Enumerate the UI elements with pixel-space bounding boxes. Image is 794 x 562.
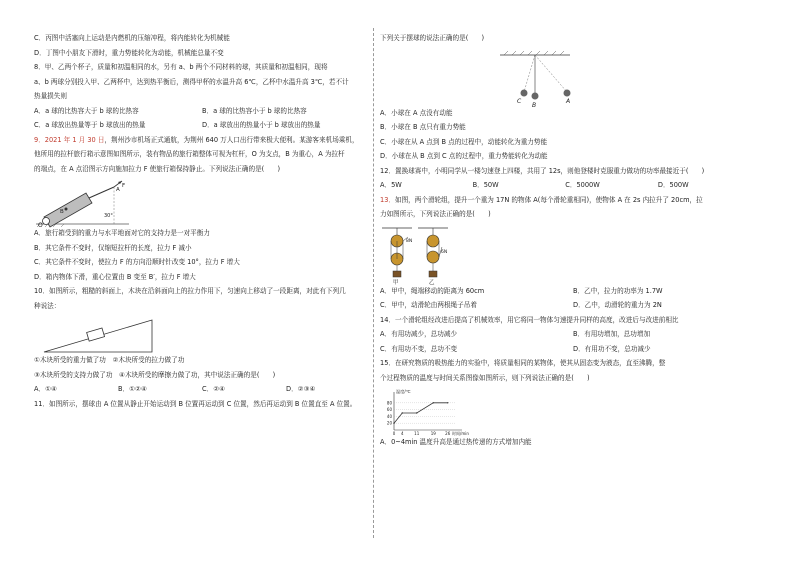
- data-point-1: [402, 412, 403, 413]
- q8-stem-line2: a、b 两球分别投入甲、乙两杯中，达到热平衡后，测得甲杯的水温升高 6℃，乙杯中水温升高 3℃，若不计: [34, 77, 349, 86]
- q13-option-b: B．乙中，拉力的功率为 1.7W: [573, 286, 663, 295]
- q8-option-a: A．a 球的比热容大于 b 球的比热容: [34, 106, 139, 115]
- q10-option-d: D．②③④: [286, 385, 316, 393]
- q15-option-a: A．0~4min 温度升高是通过热传递的方式增加内能: [380, 438, 532, 446]
- q9-date: 2021 年 1 月 30 日: [44, 135, 105, 144]
- q9-stem-line1: [34, 136, 370, 145]
- q8-options-ab: [34, 107, 370, 116]
- x-axis-label: 时间/min: [452, 431, 469, 436]
- q15-temperature-chart: [380, 388, 480, 438]
- q13-options-ab: [380, 287, 766, 296]
- x-tick-label-3: 19: [430, 431, 436, 436]
- q11-label-c: C: [517, 97, 522, 105]
- q13-label-jia: 甲: [393, 279, 399, 286]
- q11-option-c: C．小球在从 A 点到 B 点的过程中，动能转化为重力势能: [380, 137, 548, 146]
- y-tick-label-2: 60: [386, 407, 392, 413]
- q13-stem-line2: 力如图所示，下列说法正确的是( ): [380, 210, 491, 218]
- q8-option-d: D．a 球放出的热量小于 b 球放出的热量: [202, 121, 321, 129]
- q9-option-c: C．其它条件不变时，使拉力 F 的方向沿顺时针改变 10°，拉力 F 增大: [34, 258, 240, 266]
- q12-option-d: D．500W: [657, 181, 689, 189]
- q10-stem-line1: 10．如图所示，粗糙的斜面上，木块在沿斜面向上的拉力作用下，匀速向上移动了一段距离，对此有下列几: [34, 287, 346, 295]
- q9-label-b: B: [60, 209, 64, 215]
- data-point-4: [447, 402, 448, 403]
- q10-incline-figure: [34, 316, 164, 356]
- q10-options: [34, 385, 370, 394]
- q11-label-b: B: [532, 101, 537, 109]
- q7-option-d: D．丁图中小朋友下滑时，重力势能转化为动能，机械能总量不变: [34, 48, 224, 57]
- q10-stem-line2: 种说法：: [34, 301, 61, 310]
- q11-option-d: D．小球在从 B 点到 C 点的过程中，重力势能转化为动能: [380, 152, 548, 160]
- q9-stem-line3: 的端点，在 A 点沿图示方向施加拉力 F 使旅行箱保持静止。下列说法正确的是( ): [34, 164, 281, 173]
- q12-option-a: A．5W: [380, 181, 402, 189]
- q10-statement-2: ③木块所受的支持力做了功 ④木块所受的摩擦力做了功，其中说法正确的是( ): [34, 370, 276, 379]
- q7-option-c: C．丙图中活塞向上运动是内燃机的压缩冲程，将内能转化为机械能: [34, 34, 230, 42]
- q9-option-b: B．其它条件不变时，仅缩短拉杆的长度，拉力 F 减小: [34, 243, 192, 252]
- q9-option-d: D．箱内物体下滑，重心位置由 B 变至 B′，拉力 F 增大: [34, 272, 196, 281]
- q12-option-c: C．5000W: [565, 181, 600, 189]
- data-point-3: [433, 402, 434, 403]
- y-tick-label-3: 80: [386, 400, 392, 406]
- q9-number: 9．: [34, 135, 45, 144]
- q10-statement-1: ①木块所受的重力做了功 ②木块所受的拉力做了功: [34, 356, 185, 364]
- q11-label-a: A: [566, 97, 571, 105]
- q11-stem-line1: 11．如图所示，摆球由 A 位置从静止开始运动到 B 位置再运动到 C 位置，然后再运动到 B 位置直至 A 位置。: [34, 399, 357, 408]
- q8-option-c: C．a 球放出热量等于 b 球放出的热量: [34, 121, 146, 129]
- x-tick-label-2: 11: [414, 431, 420, 436]
- q8-options-cd: [34, 121, 370, 130]
- q13-stem-text: 如图，两个滑轮组，提升一个重为 17N 的物体 A(每个滑轮重相同)，使物体 A 在 2s 内拉升了 20cm，拉: [394, 195, 703, 204]
- y-axis-label: 温度/℃: [396, 389, 411, 394]
- q13-force-2: 6N: [441, 249, 448, 255]
- q11-option-a: A．小球在 A 点没有动能: [380, 108, 453, 117]
- q8-option-b: B．a 球的比热容小于 b 球的比热容: [202, 106, 307, 115]
- q11-option-b: B．小球在 B 点只有重力势能: [380, 123, 466, 131]
- q15-stem-line1: 15．在研究物质的吸热能力的实验中，将质量相同的某物体，使其从固态变为液态，直至沸腾，整: [380, 359, 666, 367]
- left-column: [34, 34, 370, 414]
- q9-luggage-figure: [34, 179, 154, 229]
- x-tick-label-4: 26: [445, 431, 451, 436]
- q13-pulley-figure: [380, 225, 500, 287]
- q15-stem-line2: 个过程物质的温度与时间关系图像如图所示，则下列说法正确的是( ): [380, 373, 590, 382]
- q14-options-ab: [380, 330, 766, 339]
- q9-label-o: O: [38, 222, 43, 229]
- q13-option-d: D．乙中，动滑轮的重力为 2N: [573, 301, 662, 309]
- q14-option-a: A．有用功减少，总功减少: [380, 330, 458, 338]
- q12-options: [380, 181, 766, 190]
- q11-pendulum-figure: [380, 49, 766, 109]
- q9-label-a: A: [116, 187, 120, 193]
- q9-label-f: F: [122, 183, 126, 189]
- data-point-2: [416, 412, 417, 413]
- y-tick-label-0: 20: [386, 420, 392, 426]
- q13-number: 13．: [380, 195, 395, 204]
- data-point-0: [393, 423, 394, 424]
- x-tick-label-0: 0: [392, 431, 396, 436]
- q9-option-a: A．旅行箱受到的重力与水平地面对它的支持力是一对平衡力: [34, 229, 210, 237]
- q11-stem-line2: 下列关于摆球的说法正确的是( ): [380, 34, 485, 42]
- q13-option-c: C．甲中，动滑轮由两根绳子吊着: [380, 301, 477, 309]
- q13-options-cd: [380, 301, 766, 310]
- q12-option-b: B．50W: [472, 181, 499, 189]
- q12-stem: 12．置换球赛中，小明同学从一楼匀速登上四楼，共用了 12s，则他登楼时克服重力做功的功率最接近于( ): [380, 166, 705, 175]
- q14-option-d: D．有用功不变，总功减少: [573, 344, 651, 353]
- q9-stem-text: ，荆州沙市机场正式通航，为荆州 640 万人口出行带来极大便利。某游客来机场乘机，: [104, 135, 359, 144]
- q14-option-b: B．有用功增加，总功增加: [573, 330, 651, 338]
- q9-label-angle: 30°: [104, 213, 113, 219]
- q9-stem-line2: 他所用的拉杆旅行箱示意图如图所示，装有物品的旅行箱整体可视为杠杆，O 为支点，B 为重心，A 为拉杆: [34, 150, 345, 158]
- q13-force-1: 8N: [406, 238, 413, 244]
- q14-stem: 14．一个滑轮组经改进后提高了机械效率，用它将同一物体匀速提升同样的高度，改进后与改进前相比: [380, 315, 679, 324]
- column-divider: [373, 28, 374, 538]
- q10-option-a: A．①④: [34, 385, 57, 393]
- y-tick-label-1: 40: [386, 413, 392, 419]
- q8-stem-line3: 热量损失则: [34, 92, 67, 100]
- x-tick-label-1: 4: [400, 431, 404, 436]
- q14-options-cd: [380, 345, 766, 354]
- q8-stem-line1: 8．甲、乙两个杯子，质量和初温相同的水，另有 a、b 两个不同材料的球，其质量和初温相同，现将: [34, 63, 328, 71]
- q10-option-c: C．②④: [202, 385, 226, 393]
- q13-option-a: A．甲中，绳端移动的距离为 60cm: [380, 286, 485, 295]
- q14-option-c: C．有用功不变，总功不变: [380, 344, 458, 353]
- q10-option-b: B．①②④: [118, 385, 147, 393]
- right-column: [380, 34, 766, 453]
- q13-stem-line1: [380, 196, 766, 205]
- q13-label-yi: 乙: [429, 279, 435, 286]
